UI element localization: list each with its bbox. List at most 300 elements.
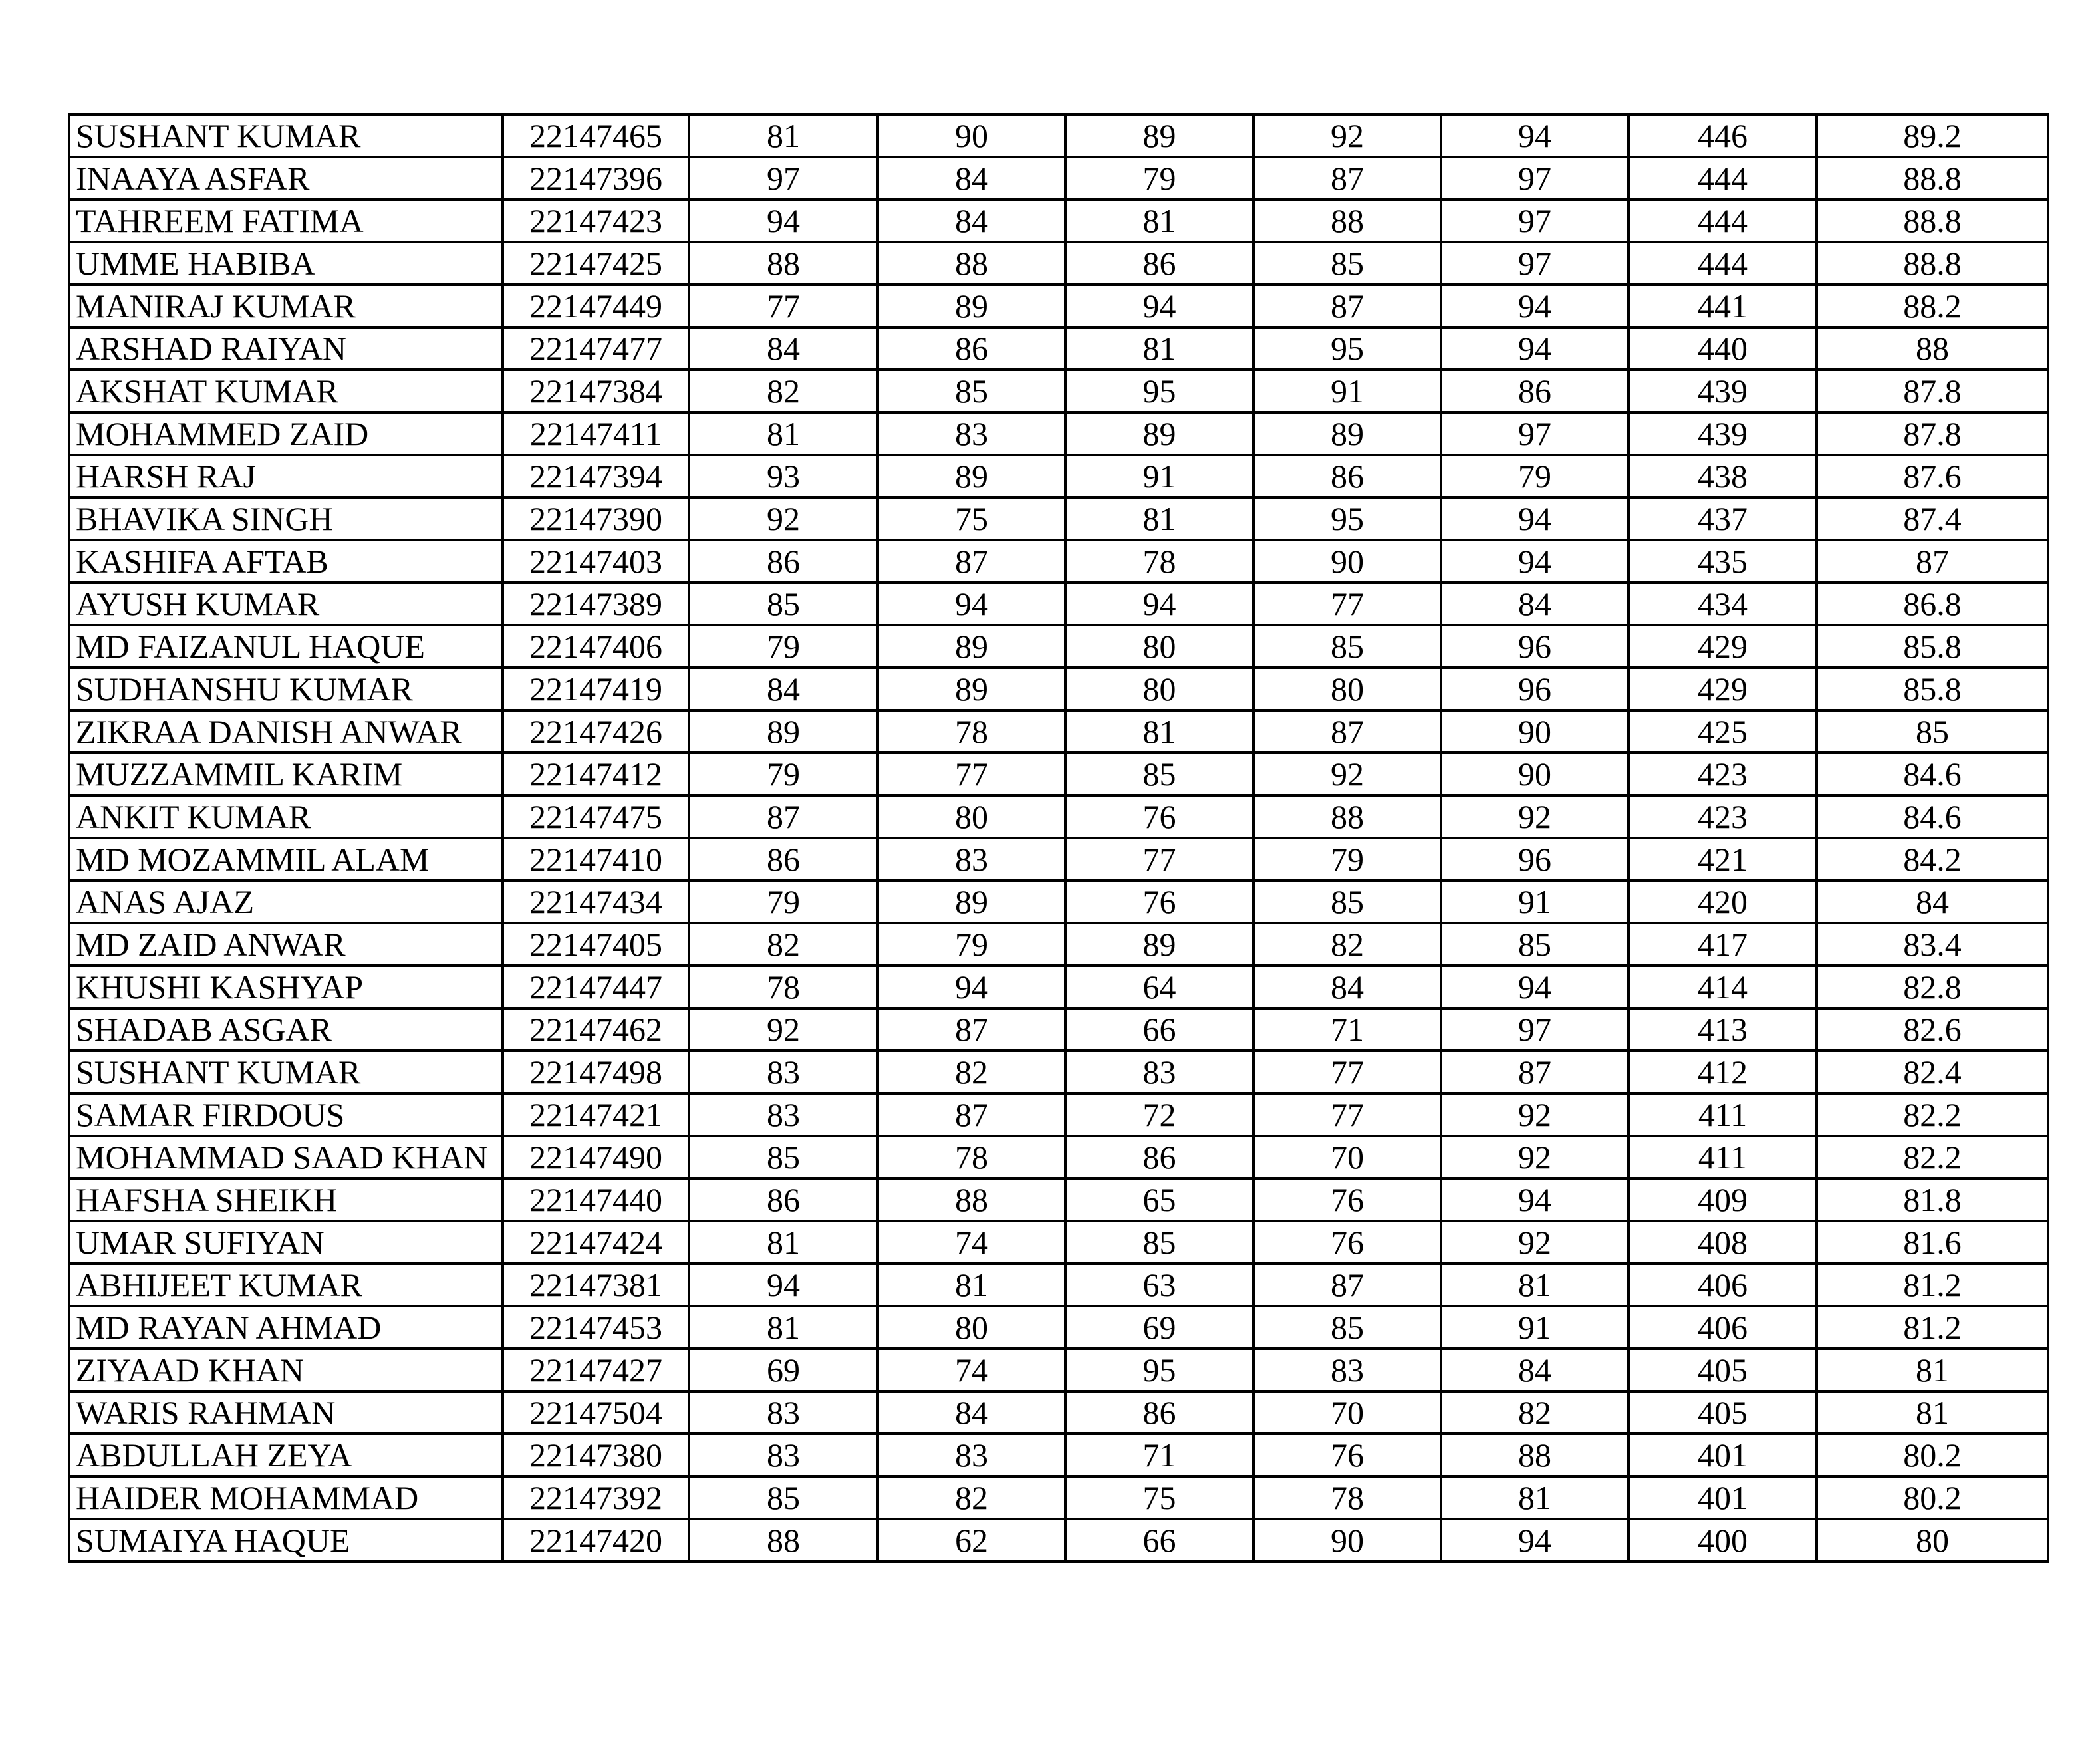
roll-number-cell: 22147423 <box>503 200 689 242</box>
subject-4-marks-cell: 95 <box>1253 327 1441 370</box>
student-name-cell: ARSHAD RAIYAN <box>69 327 503 370</box>
student-name-cell: ZIYAAD KHAN <box>69 1349 503 1391</box>
roll-number-cell: 22147380 <box>503 1434 689 1476</box>
subject-2-marks-cell: 94 <box>878 966 1065 1008</box>
subject-3-marks-cell: 78 <box>1065 540 1253 583</box>
table-row <box>69 1178 2048 1221</box>
subject-3-marks-cell: 77 <box>1065 838 1253 880</box>
subject-3-marks-cell: 89 <box>1065 923 1253 966</box>
subject-3-marks-cell: 71 <box>1065 1434 1253 1476</box>
subject-5-marks-cell: 94 <box>1441 1519 1629 1561</box>
subject-5-marks-cell: 96 <box>1441 625 1629 668</box>
percentage-cell: 88.8 <box>1817 157 2048 200</box>
total-marks-cell: 411 <box>1629 1136 1817 1178</box>
total-marks-cell: 439 <box>1629 370 1817 412</box>
total-marks-cell: 437 <box>1629 497 1817 540</box>
subject-3-marks-cell: 86 <box>1065 242 1253 285</box>
percentage-cell: 86.8 <box>1817 583 2048 625</box>
subject-1-marks-cell: 77 <box>689 285 878 327</box>
table-row <box>69 1519 2048 1561</box>
total-marks-cell: 412 <box>1629 1051 1817 1093</box>
total-marks-cell: 411 <box>1629 1093 1817 1136</box>
subject-4-marks-cell: 83 <box>1253 1349 1441 1391</box>
subject-3-marks-cell: 89 <box>1065 412 1253 455</box>
subject-5-marks-cell: 92 <box>1441 1136 1629 1178</box>
subject-4-marks-cell: 87 <box>1253 710 1441 753</box>
subject-4-marks-cell: 76 <box>1253 1178 1441 1221</box>
percentage-cell: 81.8 <box>1817 1178 2048 1221</box>
student-name-cell: HARSH RAJ <box>69 455 503 497</box>
subject-3-marks-cell: 89 <box>1065 114 1253 157</box>
total-marks-cell: 425 <box>1629 710 1817 753</box>
subject-4-marks-cell: 86 <box>1253 455 1441 497</box>
percentage-cell: 82.6 <box>1817 1008 2048 1051</box>
student-name-cell: AKSHAT KUMAR <box>69 370 503 412</box>
roll-number-cell: 22147403 <box>503 540 689 583</box>
student-name-cell: MD RAYAN AHMAD <box>69 1306 503 1349</box>
subject-2-marks-cell: 77 <box>878 753 1065 795</box>
subject-2-marks-cell: 80 <box>878 795 1065 838</box>
total-marks-cell: 444 <box>1629 157 1817 200</box>
student-name-cell: TAHREEM FATIMA <box>69 200 503 242</box>
subject-2-marks-cell: 81 <box>878 1264 1065 1306</box>
total-marks-cell: 438 <box>1629 455 1817 497</box>
table-row <box>69 923 2048 966</box>
subject-1-marks-cell: 83 <box>689 1434 878 1476</box>
percentage-cell: 81.6 <box>1817 1221 2048 1264</box>
subject-4-marks-cell: 92 <box>1253 753 1441 795</box>
subject-2-marks-cell: 83 <box>878 838 1065 880</box>
percentage-cell: 84.6 <box>1817 753 2048 795</box>
percentage-cell: 85.8 <box>1817 668 2048 710</box>
subject-4-marks-cell: 76 <box>1253 1221 1441 1264</box>
percentage-cell: 87.4 <box>1817 497 2048 540</box>
subject-4-marks-cell: 95 <box>1253 497 1441 540</box>
subject-3-marks-cell: 64 <box>1065 966 1253 1008</box>
table-row <box>69 710 2048 753</box>
total-marks-cell: 423 <box>1629 753 1817 795</box>
subject-5-marks-cell: 96 <box>1441 668 1629 710</box>
subject-1-marks-cell: 79 <box>689 753 878 795</box>
subject-1-marks-cell: 94 <box>689 200 878 242</box>
subject-5-marks-cell: 96 <box>1441 838 1629 880</box>
percentage-cell: 82.2 <box>1817 1136 2048 1178</box>
subject-1-marks-cell: 88 <box>689 242 878 285</box>
subject-4-marks-cell: 88 <box>1253 200 1441 242</box>
roll-number-cell: 22147381 <box>503 1264 689 1306</box>
roll-number-cell: 22147425 <box>503 242 689 285</box>
subject-5-marks-cell: 94 <box>1441 1178 1629 1221</box>
subject-2-marks-cell: 89 <box>878 285 1065 327</box>
total-marks-cell: 406 <box>1629 1306 1817 1349</box>
subject-1-marks-cell: 85 <box>689 1476 878 1519</box>
subject-1-marks-cell: 83 <box>689 1391 878 1434</box>
subject-1-marks-cell: 84 <box>689 668 878 710</box>
subject-5-marks-cell: 97 <box>1441 412 1629 455</box>
total-marks-cell: 401 <box>1629 1476 1817 1519</box>
subject-1-marks-cell: 78 <box>689 966 878 1008</box>
roll-number-cell: 22147465 <box>503 114 689 157</box>
student-name-cell: ANAS AJAZ <box>69 880 503 923</box>
percentage-cell: 81.2 <box>1817 1264 2048 1306</box>
subject-5-marks-cell: 91 <box>1441 880 1629 923</box>
subject-5-marks-cell: 94 <box>1441 540 1629 583</box>
table-row <box>69 1093 2048 1136</box>
subject-2-marks-cell: 87 <box>878 1093 1065 1136</box>
table-row <box>69 1391 2048 1434</box>
percentage-cell: 83.4 <box>1817 923 2048 966</box>
total-marks-cell: 429 <box>1629 625 1817 668</box>
student-name-cell: SAMAR FIRDOUS <box>69 1093 503 1136</box>
subject-2-marks-cell: 88 <box>878 242 1065 285</box>
student-name-cell: MANIRAJ KUMAR <box>69 285 503 327</box>
subject-3-marks-cell: 79 <box>1065 157 1253 200</box>
total-marks-cell: 401 <box>1629 1434 1817 1476</box>
table-row <box>69 540 2048 583</box>
subject-1-marks-cell: 97 <box>689 157 878 200</box>
percentage-cell: 89.2 <box>1817 114 2048 157</box>
subject-1-marks-cell: 94 <box>689 1264 878 1306</box>
subject-5-marks-cell: 91 <box>1441 1306 1629 1349</box>
subject-2-marks-cell: 87 <box>878 1008 1065 1051</box>
table-row <box>69 1476 2048 1519</box>
subject-3-marks-cell: 85 <box>1065 1221 1253 1264</box>
total-marks-cell: 423 <box>1629 795 1817 838</box>
table-row <box>69 412 2048 455</box>
roll-number-cell: 22147504 <box>503 1391 689 1434</box>
subject-4-marks-cell: 89 <box>1253 412 1441 455</box>
subject-4-marks-cell: 90 <box>1253 540 1441 583</box>
subject-2-marks-cell: 82 <box>878 1051 1065 1093</box>
total-marks-cell: 435 <box>1629 540 1817 583</box>
percentage-cell: 81 <box>1817 1349 2048 1391</box>
roll-number-cell: 22147440 <box>503 1178 689 1221</box>
subject-5-marks-cell: 84 <box>1441 1349 1629 1391</box>
subject-4-marks-cell: 90 <box>1253 1519 1441 1561</box>
subject-4-marks-cell: 82 <box>1253 923 1441 966</box>
results-table <box>68 113 2049 1563</box>
subject-2-marks-cell: 89 <box>878 880 1065 923</box>
subject-1-marks-cell: 82 <box>689 923 878 966</box>
percentage-cell: 80 <box>1817 1519 2048 1561</box>
roll-number-cell: 22147427 <box>503 1349 689 1391</box>
total-marks-cell: 434 <box>1629 583 1817 625</box>
subject-4-marks-cell: 87 <box>1253 1264 1441 1306</box>
subject-3-marks-cell: 63 <box>1065 1264 1253 1306</box>
subject-4-marks-cell: 91 <box>1253 370 1441 412</box>
table-row <box>69 285 2048 327</box>
student-name-cell: MUZZAMMIL KARIM <box>69 753 503 795</box>
table-row <box>69 838 2048 880</box>
subject-4-marks-cell: 92 <box>1253 114 1441 157</box>
roll-number-cell: 22147419 <box>503 668 689 710</box>
percentage-cell: 84.2 <box>1817 838 2048 880</box>
subject-2-marks-cell: 62 <box>878 1519 1065 1561</box>
table-body <box>69 114 2048 1561</box>
subject-3-marks-cell: 75 <box>1065 1476 1253 1519</box>
subject-3-marks-cell: 65 <box>1065 1178 1253 1221</box>
subject-1-marks-cell: 93 <box>689 455 878 497</box>
subject-5-marks-cell: 97 <box>1441 200 1629 242</box>
subject-1-marks-cell: 82 <box>689 370 878 412</box>
student-name-cell: SUDHANSHU KUMAR <box>69 668 503 710</box>
roll-number-cell: 22147490 <box>503 1136 689 1178</box>
student-name-cell: UMME HABIBA <box>69 242 503 285</box>
subject-1-marks-cell: 87 <box>689 795 878 838</box>
subject-1-marks-cell: 85 <box>689 583 878 625</box>
total-marks-cell: 406 <box>1629 1264 1817 1306</box>
percentage-cell: 85 <box>1817 710 2048 753</box>
percentage-cell: 87.8 <box>1817 412 2048 455</box>
student-name-cell: MD ZAID ANWAR <box>69 923 503 966</box>
table-row <box>69 1434 2048 1476</box>
student-name-cell: MOHAMMED ZAID <box>69 412 503 455</box>
percentage-cell: 80.2 <box>1817 1476 2048 1519</box>
student-name-cell: ZIKRAA DANISH ANWAR <box>69 710 503 753</box>
subject-4-marks-cell: 70 <box>1253 1136 1441 1178</box>
roll-number-cell: 22147475 <box>503 795 689 838</box>
subject-4-marks-cell: 71 <box>1253 1008 1441 1051</box>
student-name-cell: INAAYA ASFAR <box>69 157 503 200</box>
table-row <box>69 455 2048 497</box>
student-name-cell: SUSHANT KUMAR <box>69 114 503 157</box>
subject-5-marks-cell: 86 <box>1441 370 1629 412</box>
table-row <box>69 200 2048 242</box>
subject-1-marks-cell: 81 <box>689 1306 878 1349</box>
subject-4-marks-cell: 84 <box>1253 966 1441 1008</box>
subject-5-marks-cell: 97 <box>1441 242 1629 285</box>
subject-1-marks-cell: 86 <box>689 540 878 583</box>
subject-2-marks-cell: 90 <box>878 114 1065 157</box>
roll-number-cell: 22147477 <box>503 327 689 370</box>
subject-5-marks-cell: 90 <box>1441 753 1629 795</box>
student-name-cell: KHUSHI KASHYAP <box>69 966 503 1008</box>
subject-3-marks-cell: 69 <box>1065 1306 1253 1349</box>
subject-1-marks-cell: 86 <box>689 838 878 880</box>
subject-3-marks-cell: 86 <box>1065 1136 1253 1178</box>
percentage-cell: 88 <box>1817 327 2048 370</box>
subject-5-marks-cell: 88 <box>1441 1434 1629 1476</box>
subject-4-marks-cell: 88 <box>1253 795 1441 838</box>
total-marks-cell: 409 <box>1629 1178 1817 1221</box>
subject-5-marks-cell: 79 <box>1441 455 1629 497</box>
subject-3-marks-cell: 94 <box>1065 583 1253 625</box>
table-row <box>69 497 2048 540</box>
subject-4-marks-cell: 77 <box>1253 1093 1441 1136</box>
subject-2-marks-cell: 78 <box>878 1136 1065 1178</box>
subject-4-marks-cell: 85 <box>1253 625 1441 668</box>
subject-5-marks-cell: 85 <box>1441 923 1629 966</box>
subject-5-marks-cell: 97 <box>1441 157 1629 200</box>
subject-4-marks-cell: 70 <box>1253 1391 1441 1434</box>
student-name-cell: SUMAIYA HAQUE <box>69 1519 503 1561</box>
student-name-cell: SUSHANT KUMAR <box>69 1051 503 1093</box>
subject-3-marks-cell: 94 <box>1065 285 1253 327</box>
percentage-cell: 81.2 <box>1817 1306 2048 1349</box>
subject-1-marks-cell: 83 <box>689 1051 878 1093</box>
subject-4-marks-cell: 85 <box>1253 880 1441 923</box>
subject-3-marks-cell: 83 <box>1065 1051 1253 1093</box>
table-row <box>69 1008 2048 1051</box>
roll-number-cell: 22147424 <box>503 1221 689 1264</box>
percentage-cell: 84.6 <box>1817 795 2048 838</box>
table-row <box>69 157 2048 200</box>
total-marks-cell: 414 <box>1629 966 1817 1008</box>
subject-5-marks-cell: 94 <box>1441 497 1629 540</box>
subject-2-marks-cell: 79 <box>878 923 1065 966</box>
roll-number-cell: 22147394 <box>503 455 689 497</box>
subject-5-marks-cell: 90 <box>1441 710 1629 753</box>
roll-number-cell: 22147392 <box>503 1476 689 1519</box>
percentage-cell: 82.8 <box>1817 966 2048 1008</box>
table-row <box>69 1136 2048 1178</box>
subject-1-marks-cell: 81 <box>689 412 878 455</box>
percentage-cell: 85.8 <box>1817 625 2048 668</box>
student-name-cell: SHADAB ASGAR <box>69 1008 503 1051</box>
student-name-cell: HAIDER MOHAMMAD <box>69 1476 503 1519</box>
subject-2-marks-cell: 85 <box>878 370 1065 412</box>
total-marks-cell: 444 <box>1629 242 1817 285</box>
subject-2-marks-cell: 88 <box>878 1178 1065 1221</box>
subject-5-marks-cell: 94 <box>1441 285 1629 327</box>
table-row <box>69 114 2048 157</box>
subject-2-marks-cell: 75 <box>878 497 1065 540</box>
subject-3-marks-cell: 72 <box>1065 1093 1253 1136</box>
total-marks-cell: 444 <box>1629 200 1817 242</box>
subject-3-marks-cell: 66 <box>1065 1008 1253 1051</box>
subject-1-marks-cell: 92 <box>689 1008 878 1051</box>
subject-3-marks-cell: 66 <box>1065 1519 1253 1561</box>
subject-2-marks-cell: 83 <box>878 1434 1065 1476</box>
subject-4-marks-cell: 85 <box>1253 242 1441 285</box>
subject-3-marks-cell: 80 <box>1065 668 1253 710</box>
roll-number-cell: 22147498 <box>503 1051 689 1093</box>
table-row <box>69 966 2048 1008</box>
student-name-cell: MD FAIZANUL HAQUE <box>69 625 503 668</box>
roll-number-cell: 22147462 <box>503 1008 689 1051</box>
student-name-cell: ABDULLAH ZEYA <box>69 1434 503 1476</box>
total-marks-cell: 420 <box>1629 880 1817 923</box>
subject-1-marks-cell: 92 <box>689 497 878 540</box>
subject-4-marks-cell: 87 <box>1253 285 1441 327</box>
subject-2-marks-cell: 82 <box>878 1476 1065 1519</box>
subject-1-marks-cell: 79 <box>689 880 878 923</box>
roll-number-cell: 22147426 <box>503 710 689 753</box>
total-marks-cell: 439 <box>1629 412 1817 455</box>
total-marks-cell: 440 <box>1629 327 1817 370</box>
percentage-cell: 82.2 <box>1817 1093 2048 1136</box>
table-row <box>69 668 2048 710</box>
subject-2-marks-cell: 84 <box>878 200 1065 242</box>
percentage-cell: 88.8 <box>1817 242 2048 285</box>
table-row <box>69 1349 2048 1391</box>
subject-4-marks-cell: 80 <box>1253 668 1441 710</box>
subject-3-marks-cell: 86 <box>1065 1391 1253 1434</box>
subject-5-marks-cell: 82 <box>1441 1391 1629 1434</box>
table-row <box>69 1051 2048 1093</box>
subject-3-marks-cell: 85 <box>1065 753 1253 795</box>
subject-5-marks-cell: 87 <box>1441 1051 1629 1093</box>
subject-3-marks-cell: 81 <box>1065 327 1253 370</box>
subject-2-marks-cell: 74 <box>878 1349 1065 1391</box>
subject-1-marks-cell: 89 <box>689 710 878 753</box>
total-marks-cell: 417 <box>1629 923 1817 966</box>
subject-4-marks-cell: 85 <box>1253 1306 1441 1349</box>
roll-number-cell: 22147447 <box>503 966 689 1008</box>
percentage-cell: 82.4 <box>1817 1051 2048 1093</box>
table-row <box>69 583 2048 625</box>
student-name-cell: MOHAMMAD SAAD KHAN <box>69 1136 503 1178</box>
percentage-cell: 87.6 <box>1817 455 2048 497</box>
subject-3-marks-cell: 76 <box>1065 880 1253 923</box>
table-row <box>69 795 2048 838</box>
roll-number-cell: 22147434 <box>503 880 689 923</box>
percentage-cell: 84 <box>1817 880 2048 923</box>
subject-5-marks-cell: 92 <box>1441 795 1629 838</box>
table-row <box>69 1264 2048 1306</box>
student-name-cell: ANKIT KUMAR <box>69 795 503 838</box>
subject-3-marks-cell: 95 <box>1065 1349 1253 1391</box>
subject-3-marks-cell: 81 <box>1065 710 1253 753</box>
subject-2-marks-cell: 89 <box>878 668 1065 710</box>
subject-5-marks-cell: 94 <box>1441 327 1629 370</box>
roll-number-cell: 22147420 <box>503 1519 689 1561</box>
subject-2-marks-cell: 74 <box>878 1221 1065 1264</box>
table-row <box>69 1306 2048 1349</box>
subject-5-marks-cell: 84 <box>1441 583 1629 625</box>
subject-3-marks-cell: 76 <box>1065 795 1253 838</box>
percentage-cell: 87 <box>1817 540 2048 583</box>
subject-5-marks-cell: 81 <box>1441 1476 1629 1519</box>
subject-3-marks-cell: 91 <box>1065 455 1253 497</box>
roll-number-cell: 22147412 <box>503 753 689 795</box>
subject-4-marks-cell: 77 <box>1253 1051 1441 1093</box>
subject-5-marks-cell: 81 <box>1441 1264 1629 1306</box>
subject-2-marks-cell: 94 <box>878 583 1065 625</box>
subject-1-marks-cell: 86 <box>689 1178 878 1221</box>
subject-1-marks-cell: 81 <box>689 1221 878 1264</box>
roll-number-cell: 22147410 <box>503 838 689 880</box>
percentage-cell: 87.8 <box>1817 370 2048 412</box>
table-row <box>69 327 2048 370</box>
subject-5-marks-cell: 97 <box>1441 1008 1629 1051</box>
percentage-cell: 81 <box>1817 1391 2048 1434</box>
total-marks-cell: 400 <box>1629 1519 1817 1561</box>
subject-3-marks-cell: 81 <box>1065 200 1253 242</box>
subject-1-marks-cell: 83 <box>689 1093 878 1136</box>
subject-2-marks-cell: 83 <box>878 412 1065 455</box>
table-row <box>69 753 2048 795</box>
table-row <box>69 880 2048 923</box>
student-name-cell: BHAVIKA SINGH <box>69 497 503 540</box>
student-name-cell: UMAR SUFIYAN <box>69 1221 503 1264</box>
student-name-cell: MD MOZAMMIL ALAM <box>69 838 503 880</box>
roll-number-cell: 22147453 <box>503 1306 689 1349</box>
roll-number-cell: 22147389 <box>503 583 689 625</box>
total-marks-cell: 413 <box>1629 1008 1817 1051</box>
total-marks-cell: 429 <box>1629 668 1817 710</box>
total-marks-cell: 405 <box>1629 1349 1817 1391</box>
subject-1-marks-cell: 69 <box>689 1349 878 1391</box>
percentage-cell: 88.8 <box>1817 200 2048 242</box>
subject-4-marks-cell: 78 <box>1253 1476 1441 1519</box>
percentage-cell: 80.2 <box>1817 1434 2048 1476</box>
subject-2-marks-cell: 89 <box>878 455 1065 497</box>
subject-1-marks-cell: 81 <box>689 114 878 157</box>
subject-2-marks-cell: 84 <box>878 1391 1065 1434</box>
subject-3-marks-cell: 81 <box>1065 497 1253 540</box>
roll-number-cell: 22147421 <box>503 1093 689 1136</box>
